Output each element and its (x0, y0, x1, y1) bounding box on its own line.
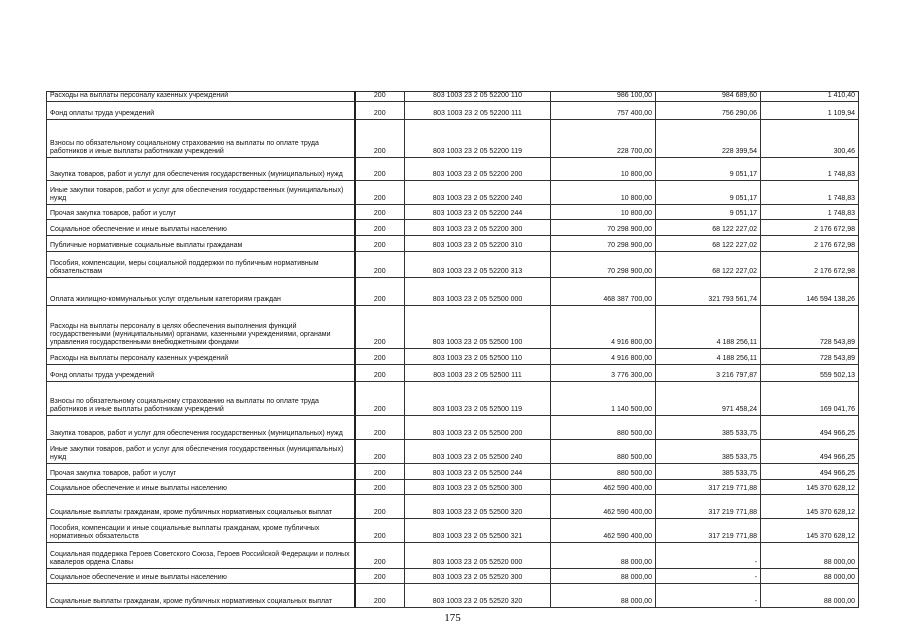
expense-name-cell: Оплата жилищно-коммунальных услуг отдельным категориям граждан (47, 278, 355, 306)
table-row (47, 120, 859, 158)
executed-amount-cell: 4 188 256,11 (656, 349, 761, 365)
executed-amount-cell: 68 122 227,02 (656, 236, 761, 252)
line-code-cell: 200 (355, 464, 405, 480)
expense-name-cell: Расходы на выплаты персоналу казенных учреждений (47, 349, 355, 365)
expense-name-cell: Расходы на выплаты персоналу казенных учреждений (47, 92, 355, 102)
approved-amount-cell: 70 298 900,00 (551, 220, 656, 236)
expense-name-cell: Иные закупки товаров, работ и услуг для обеспечения государственных (муниципальных) нужд (47, 181, 355, 205)
expense-name-cell: Иные закупки товаров, работ и услуг для обеспечения государственных (муниципальных) нужд (47, 440, 355, 464)
unexecuted-amount-cell: 1 410,40 (761, 92, 859, 102)
approved-amount-cell: 880 500,00 (551, 464, 656, 480)
approved-amount-cell: 880 500,00 (551, 440, 656, 464)
approved-amount-cell: 986 100,00 (551, 92, 656, 102)
line-code-cell: 200 (355, 181, 405, 205)
line-code-cell: 200 (355, 278, 405, 306)
budget-code-cell: 803 1003 23 2 05 52500 119 (405, 382, 551, 416)
approved-amount-cell: 70 298 900,00 (551, 236, 656, 252)
unexecuted-amount-cell: 494 966,25 (761, 440, 859, 464)
approved-amount-cell: 880 500,00 (551, 416, 656, 440)
unexecuted-amount-cell: 559 502,13 (761, 365, 859, 382)
unexecuted-amount-cell: 1 748,83 (761, 158, 859, 181)
line-code-cell: 200 (355, 220, 405, 236)
line-code-cell: 200 (355, 569, 405, 584)
line-code-cell: 200 (355, 102, 405, 120)
approved-amount-cell: 10 800,00 (551, 205, 656, 220)
line-code-cell: 200 (355, 306, 405, 349)
expense-name-cell: Социальные выплаты гражданам, кроме публичных нормативных социальных выплат (47, 584, 355, 608)
approved-amount-cell: 468 387 700,00 (551, 278, 656, 306)
line-code-cell: 200 (355, 158, 405, 181)
unexecuted-amount-cell: 1 748,83 (761, 181, 859, 205)
unexecuted-amount-cell: 2 176 672,98 (761, 220, 859, 236)
approved-amount-cell: 10 800,00 (551, 158, 656, 181)
table-row (47, 464, 859, 480)
page-number: 175 (444, 612, 461, 624)
unexecuted-amount-cell: 728 543,89 (761, 349, 859, 365)
expense-name-cell: Закупка товаров, работ и услуг для обеспечения государственных (муниципальных) нужд (47, 416, 355, 440)
executed-amount-cell: 3 216 797,87 (656, 365, 761, 382)
budget-code-cell: 803 1003 23 2 05 52500 110 (405, 349, 551, 365)
approved-amount-cell: 462 590 400,00 (551, 495, 656, 519)
unexecuted-amount-cell: 169 041,76 (761, 382, 859, 416)
unexecuted-amount-cell: 1 748,83 (761, 205, 859, 220)
budget-code-cell: 803 1003 23 2 05 52520 000 (405, 543, 551, 569)
expense-name-cell: Пособия, компенсации и иные социальные выплаты гражданам, кроме публичных нормативных обязательств (47, 519, 355, 543)
budget-code-cell: 803 1003 23 2 05 52500 100 (405, 306, 551, 349)
approved-amount-cell: 1 140 500,00 (551, 382, 656, 416)
table-row (47, 584, 859, 608)
executed-amount-cell: 984 689,60 (656, 92, 761, 102)
executed-amount-cell: 9 051,17 (656, 158, 761, 181)
executed-amount-cell: 4 188 256,11 (656, 306, 761, 349)
executed-amount-cell: 317 219 771,88 (656, 480, 761, 495)
executed-amount-cell: - (656, 569, 761, 584)
table-row (47, 543, 859, 569)
unexecuted-amount-cell: 88 000,00 (761, 543, 859, 569)
budget-code-cell: 803 1003 23 2 05 52200 313 (405, 252, 551, 278)
table-row (47, 519, 859, 543)
approved-amount-cell: 70 298 900,00 (551, 252, 656, 278)
table-row (47, 92, 859, 102)
table-row (47, 102, 859, 120)
approved-amount-cell: 4 916 800,00 (551, 306, 656, 349)
executed-amount-cell: 385 533,75 (656, 440, 761, 464)
table-body (47, 92, 859, 608)
executed-amount-cell: 228 399,54 (656, 120, 761, 158)
approved-amount-cell: 88 000,00 (551, 569, 656, 584)
budget-code-cell: 803 1003 23 2 05 52200 310 (405, 236, 551, 252)
table-row (47, 158, 859, 181)
unexecuted-amount-cell: 2 176 672,98 (761, 236, 859, 252)
executed-amount-cell: 9 051,17 (656, 181, 761, 205)
budget-code-cell: 803 1003 23 2 05 52500 244 (405, 464, 551, 480)
expense-name-cell: Расходы на выплаты персоналу в целях обеспечения выполнения функций государственными (муниципальными) органами, казенными учреждениями, органами управления государственными внебюджетными фондами (47, 306, 355, 349)
budget-code-cell: 803 1003 23 2 05 52200 200 (405, 158, 551, 181)
executed-amount-cell: 9 051,17 (656, 205, 761, 220)
line-code-cell: 200 (355, 382, 405, 416)
executed-amount-cell: 756 290,06 (656, 102, 761, 120)
approved-amount-cell: 88 000,00 (551, 543, 656, 569)
table-row (47, 365, 859, 382)
line-code-cell: 200 (355, 205, 405, 220)
approved-amount-cell: 4 916 800,00 (551, 349, 656, 365)
expense-name-cell: Социальное обеспечение и иные выплаты населению (47, 569, 355, 584)
expense-name-cell: Фонд оплаты труда учреждений (47, 365, 355, 382)
unexecuted-amount-cell: 494 966,25 (761, 416, 859, 440)
executed-amount-cell: 68 122 227,02 (656, 252, 761, 278)
table-row (47, 382, 859, 416)
budget-execution-table (46, 91, 859, 608)
budget-code-cell: 803 1003 23 2 05 52200 119 (405, 120, 551, 158)
budget-code-cell: 803 1003 23 2 05 52200 111 (405, 102, 551, 120)
budget-code-cell: 803 1003 23 2 05 52200 244 (405, 205, 551, 220)
budget-code-cell: 803 1003 23 2 05 52500 320 (405, 495, 551, 519)
budget-code-cell: 803 1003 23 2 05 52200 300 (405, 220, 551, 236)
unexecuted-amount-cell: 494 966,25 (761, 464, 859, 480)
approved-amount-cell: 757 400,00 (551, 102, 656, 120)
budget-code-cell: 803 1003 23 2 05 52500 111 (405, 365, 551, 382)
expense-name-cell: Закупка товаров, работ и услуг для обеспечения государственных (муниципальных) нужд (47, 158, 355, 181)
expense-name-cell: Фонд оплаты труда учреждений (47, 102, 355, 120)
executed-amount-cell: 971 458,24 (656, 382, 761, 416)
line-code-cell: 200 (355, 480, 405, 495)
table-row (47, 252, 859, 278)
line-code-cell: 200 (355, 584, 405, 608)
budget-code-cell: 803 1003 23 2 05 52200 110 (405, 92, 551, 102)
line-code-cell: 200 (355, 543, 405, 569)
unexecuted-amount-cell: 88 000,00 (761, 569, 859, 584)
expense-name-cell: Прочая закупка товаров, работ и услуг (47, 464, 355, 480)
table-row (47, 205, 859, 220)
expense-name-cell: Социальные выплаты гражданам, кроме публичных нормативных социальных выплат (47, 495, 355, 519)
expense-name-cell: Прочая закупка товаров, работ и услуг (47, 205, 355, 220)
unexecuted-amount-cell: 145 370 628,12 (761, 480, 859, 495)
table-row (47, 495, 859, 519)
budget-code-cell: 803 1003 23 2 05 52500 200 (405, 416, 551, 440)
approved-amount-cell: 88 000,00 (551, 584, 656, 608)
executed-amount-cell: 68 122 227,02 (656, 220, 761, 236)
line-code-cell: 200 (355, 365, 405, 382)
budget-code-cell: 803 1003 23 2 05 52200 240 (405, 181, 551, 205)
approved-amount-cell: 462 590 400,00 (551, 480, 656, 495)
unexecuted-amount-cell: 1 109,94 (761, 102, 859, 120)
line-code-cell: 200 (355, 92, 405, 102)
expense-name-cell: Пособия, компенсации, меры социальной поддержки по публичным нормативным обязательствам (47, 252, 355, 278)
table-row (47, 349, 859, 365)
table-row (47, 440, 859, 464)
line-code-cell: 200 (355, 120, 405, 158)
table-row (47, 236, 859, 252)
executed-amount-cell: 321 793 561,74 (656, 278, 761, 306)
expense-name-cell: Социальное обеспечение и иные выплаты населению (47, 220, 355, 236)
expense-name-cell: Взносы по обязательному социальному страхованию на выплаты по оплате труда работников и иные выплаты работникам учреждений (47, 120, 355, 158)
line-code-cell: 200 (355, 416, 405, 440)
line-code-cell: 200 (355, 519, 405, 543)
table-row (47, 480, 859, 495)
approved-amount-cell: 462 590 400,00 (551, 519, 656, 543)
unexecuted-amount-cell: 300,46 (761, 120, 859, 158)
line-code-cell: 200 (355, 440, 405, 464)
unexecuted-amount-cell: 728 543,89 (761, 306, 859, 349)
executed-amount-cell: 385 533,75 (656, 416, 761, 440)
approved-amount-cell: 228 700,00 (551, 120, 656, 158)
table-row (47, 569, 859, 584)
unexecuted-amount-cell: 145 370 628,12 (761, 495, 859, 519)
unexecuted-amount-cell: 145 370 628,12 (761, 519, 859, 543)
unexecuted-amount-cell: 88 000,00 (761, 584, 859, 608)
executed-amount-cell: 317 219 771,88 (656, 519, 761, 543)
table-row (47, 278, 859, 306)
executed-amount-cell: - (656, 584, 761, 608)
table-row (47, 220, 859, 236)
budget-code-cell: 803 1003 23 2 05 52520 300 (405, 569, 551, 584)
line-code-cell: 200 (355, 495, 405, 519)
budget-code-cell: 803 1003 23 2 05 52500 000 (405, 278, 551, 306)
line-code-cell: 200 (355, 252, 405, 278)
line-code-cell: 200 (355, 349, 405, 365)
approved-amount-cell: 3 776 300,00 (551, 365, 656, 382)
approved-amount-cell: 10 800,00 (551, 181, 656, 205)
budget-code-cell: 803 1003 23 2 05 52500 240 (405, 440, 551, 464)
table-row (47, 306, 859, 349)
budget-code-cell: 803 1003 23 2 05 52500 300 (405, 480, 551, 495)
unexecuted-amount-cell: 146 594 138,26 (761, 278, 859, 306)
expense-name-cell: Социальное обеспечение и иные выплаты населению (47, 480, 355, 495)
line-code-cell: 200 (355, 236, 405, 252)
executed-amount-cell: 317 219 771,88 (656, 495, 761, 519)
budget-code-cell: 803 1003 23 2 05 52500 321 (405, 519, 551, 543)
expense-name-cell: Социальная поддержка Героев Советского Союза, Героев Российской Федерации и полных кавалеров ордена Славы (47, 543, 355, 569)
executed-amount-cell: 385 533,75 (656, 464, 761, 480)
table-row (47, 416, 859, 440)
expense-name-cell: Публичные нормативные социальные выплаты гражданам (47, 236, 355, 252)
unexecuted-amount-cell: 2 176 672,98 (761, 252, 859, 278)
executed-amount-cell: - (656, 543, 761, 569)
expense-name-cell: Взносы по обязательному социальному страхованию на выплаты по оплате труда работников и иные выплаты работникам учреждений (47, 382, 355, 416)
table-row (47, 181, 859, 205)
budget-code-cell: 803 1003 23 2 05 52520 320 (405, 584, 551, 608)
